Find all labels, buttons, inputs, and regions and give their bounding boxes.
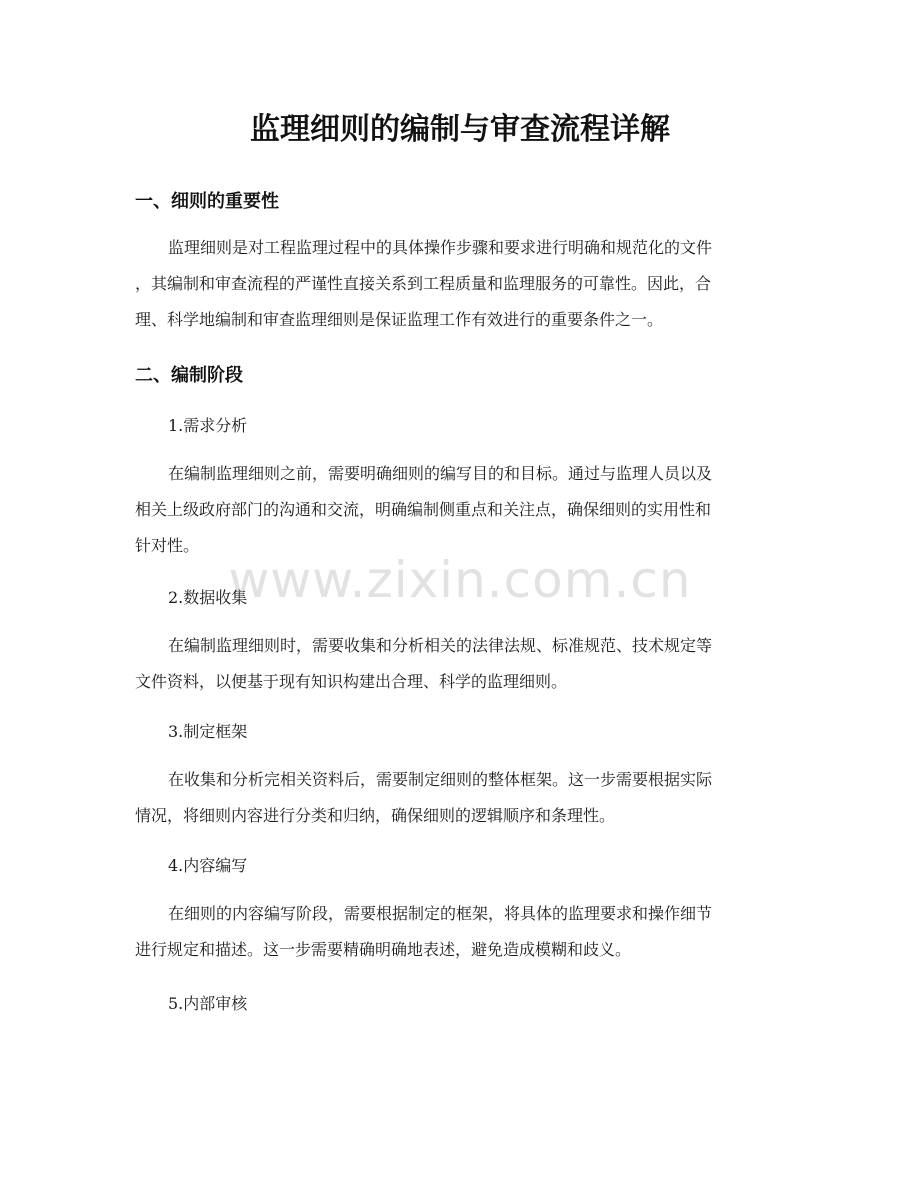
section-heading-compilation: 二、编制阶段 [135, 365, 243, 386]
document-title: 监理细则的编制与审查流程详解 [250, 112, 670, 147]
paragraph-line: 监理细则是对工程监理过程中的具体操作步骤和要求进行明确和规范化的文件 [168, 238, 713, 257]
step-title-data-collection: 2.数据收集 [168, 588, 248, 607]
paragraph-line: 理、科学地编制和审查监理细则是保证监理工作有效进行的重要条件之一。 [135, 310, 664, 329]
paragraph-line: 文件资料，以便基于现有知识构建出合理、科学的监理细则。 [135, 672, 568, 691]
importance-paragraph [135, 230, 785, 338]
section-heading-importance: 一、细则的重要性 [135, 191, 279, 212]
paragraph-line: 在编制监理细则时，需要收集和分析相关的法律法规、标准规范、技术规定等 [168, 636, 713, 655]
step-paragraph-needs-analysis [135, 456, 785, 564]
step-title-needs-analysis: 1.需求分析 [168, 416, 248, 435]
step-title-content-writing: 4.内容编写 [168, 856, 248, 875]
paragraph-line: 在细则的内容编写阶段，需要根据制定的框架，将具体的监理要求和操作细节 [168, 904, 713, 923]
paragraph-line: 进行规定和描述。这一步需要精确明确地表述，避免造成模糊和歧义。 [135, 940, 632, 959]
step-paragraph-content-writing [135, 896, 785, 968]
paragraph-line: 在收集和分析完相关资料后，需要制定细则的整体框架。这一步需要根据实际 [168, 770, 713, 789]
paragraph-line: 在编制监理细则之前，需要明确细则的编写目的和目标。通过与监理人员以及 [168, 464, 713, 483]
step-title-internal-review: 5.内部审核 [168, 994, 248, 1013]
step-paragraph-framework [135, 762, 785, 834]
step-paragraph-data-collection [135, 628, 785, 700]
paragraph-line: 相关上级政府部门的沟通和交流，明确编制侧重点和关注点，确保细则的实用性和 [135, 500, 712, 519]
watermark-text: www.zixin.com.cn [228, 551, 692, 609]
step-title-framework: 3.制定框架 [168, 722, 248, 741]
paragraph-line: ，其编制和审查流程的严谨性直接关系到工程质量和监理服务的可靠性。因此，合 [135, 274, 712, 293]
paragraph-line: 情况，将细则内容进行分类和归纳，确保细则的逻辑顺序和条理性。 [135, 806, 616, 825]
paragraph-line: 针对性。 [135, 536, 200, 555]
